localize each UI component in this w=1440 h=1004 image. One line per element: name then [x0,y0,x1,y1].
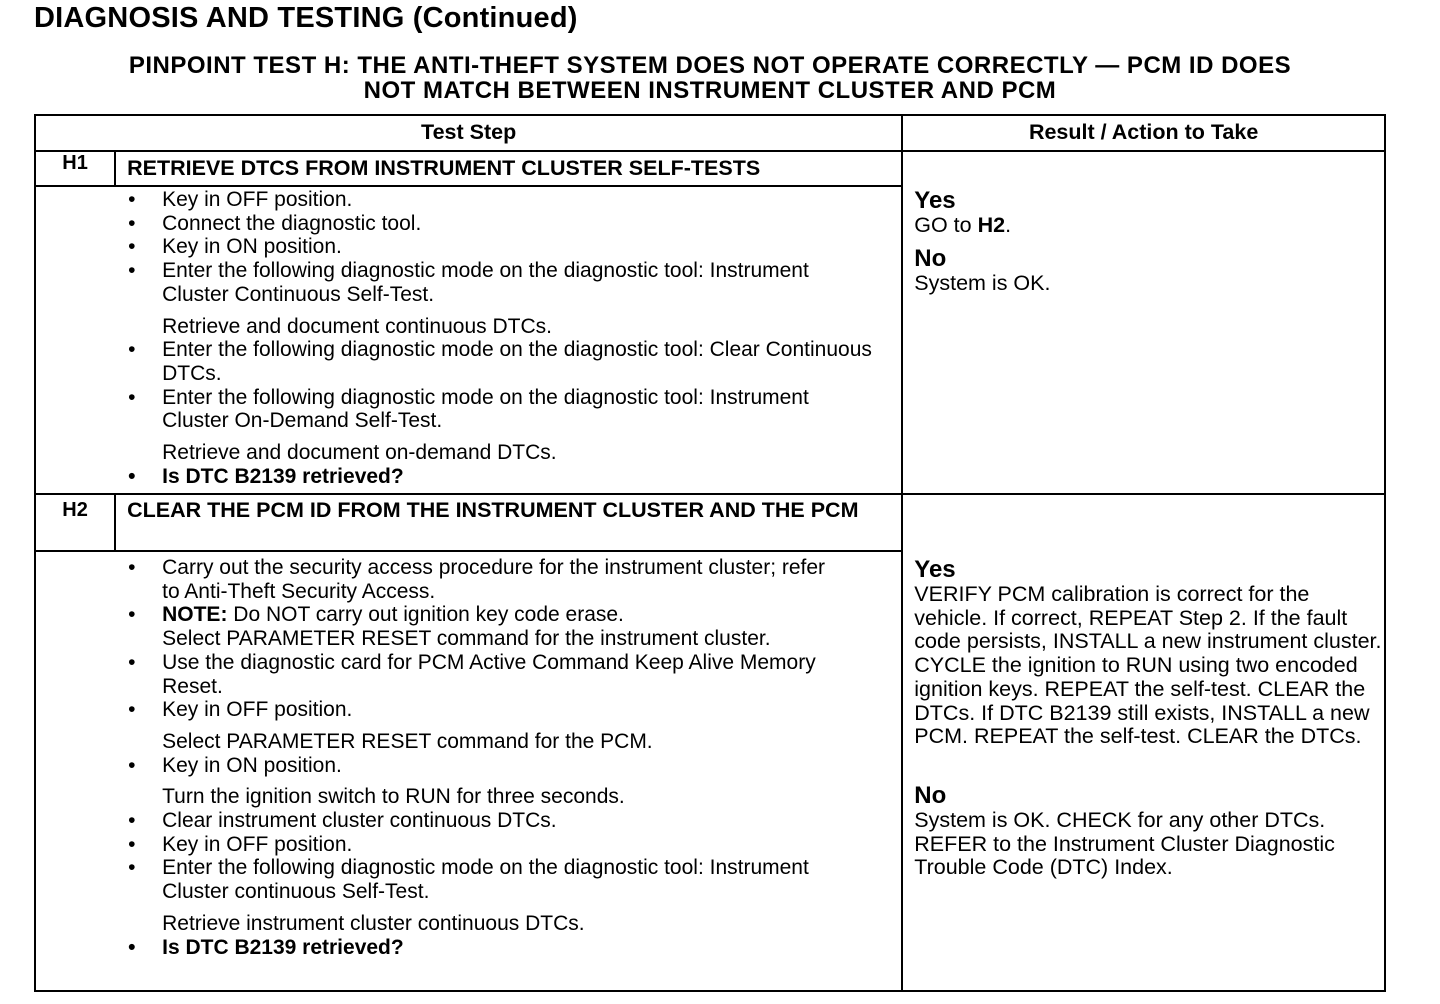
result-h1 [902,151,1385,494]
list-item: • Enter the following diagnostic mode on the diagnostic tool: Instrument Cluster continuous Self-Test. [162,856,901,903]
column-header-test-step: Test Step [35,115,902,151]
list-item-note: Retrieve and document continuous DTCs. [162,314,552,338]
list-item-note: • NOTE: Do NOT carry out ignition key code erase. [162,603,901,627]
list-item-question: • Is DTC B2139 retrieved? [162,465,901,489]
step-h2-instructions [115,551,902,991]
list-item: Select PARAMETER RESET command for the instrument cluster. [162,627,771,651]
list-item: • Enter the following diagnostic mode on the diagnostic tool: Instrument Cluster On-Demand Self-Test. [162,386,901,433]
column-header-result: Result / Action to Take [902,115,1385,151]
step-id-h2: H2 [35,494,115,551]
list-item: • Enter the following diagnostic mode on the diagnostic tool: Clear Continuous DTCs. [162,338,901,385]
list-item: • Use the diagnostic card for PCM Active Command Keep Alive Memory Reset. [162,651,901,698]
list-item: • Connect the diagnostic tool. [162,212,901,236]
step-h2-title-row [35,494,1385,551]
note-label: NOTE: [162,603,228,627]
result-h2-yes-text: VERIFY PCM calibration is correct for the vehicle. If correct, REPEAT Step 2. If the fault code persists, INSTALL a new instrument cluster. CYCLE the ignition to RUN using two encoded ignition keys. REPEAT the self-test. CLEAR the DTCs. If DTC B2139 still exists, INSTALL a new PCM. REPEAT the self-test. CLEAR the DTCs. [914,582,1382,749]
page-heading: DIAGNOSIS AND TESTING (Continued) [34,2,578,34]
list-item: • Carry out the security access procedure for the instrument cluster; refer to Anti-Theft Security Access. [162,556,901,603]
step-title-h2: CLEAR THE PCM ID FROM THE INSTRUMENT CLUSTER AND THE PCM [115,494,902,551]
table-header-row [35,115,1385,151]
test-title-line-1: PINPOINT TEST H: THE ANTI-THEFT SYSTEM DOES NOT OPERATE CORRECTLY — PCM ID DOES [128,52,1292,79]
list-item: Turn the ignition switch to RUN for three seconds. [162,785,625,809]
list-item: Retrieve instrument cluster continuous DTCs. [162,911,585,935]
step-id-h1: H1 [35,151,115,186]
list-item: Select PARAMETER RESET command for the PCM. [162,729,653,753]
step-h1-instructions [115,186,902,494]
test-title-line-2: NOT MATCH BETWEEN INSTRUMENT CLUSTER AND PCM [363,77,1057,104]
result-h2-no-label: No [914,781,947,809]
list-item-question: • Is DTC B2139 retrieved? [162,936,901,960]
list-item: • Key in ON position. [162,235,901,259]
list-item: • Enter the following diagnostic mode on the diagnostic tool: Instrument Cluster Continuous Self-Test. [162,259,901,306]
result-h1-no-text: System is OK. [914,270,1051,295]
list-item: • Key in OFF position. [162,833,901,857]
list-item: • Key in ON position. [162,754,901,778]
list-item: • Key in OFF position. [162,188,901,212]
list-item: • Key in OFF position. [162,698,901,722]
result-h2 [902,494,1385,991]
step-h1-title-row [35,151,1385,186]
pinpoint-test-table [34,114,1386,992]
result-h1-yes-label: Yes [914,187,956,214]
result-h1-no-label: No [914,244,947,272]
result-h1-yes-text: GO to H2. [914,213,1012,237]
pinpoint-test-title [40,53,1380,103]
result-h2-no-text: System is OK. CHECK for any other DTCs. REFER to the Instrument Cluster Diagnostic Trouble Code (DTC) Index. [914,807,1335,880]
result-h2-yes-label: Yes [914,556,956,583]
list-item: • Clear instrument cluster continuous DTCs. [162,809,901,833]
list-item-note: Retrieve and document on-demand DTCs. [162,441,557,465]
step-title-h1: RETRIEVE DTCS FROM INSTRUMENT CLUSTER SELF-TESTS [115,151,902,186]
result-h1-yes-ref: H2 [977,213,1006,237]
